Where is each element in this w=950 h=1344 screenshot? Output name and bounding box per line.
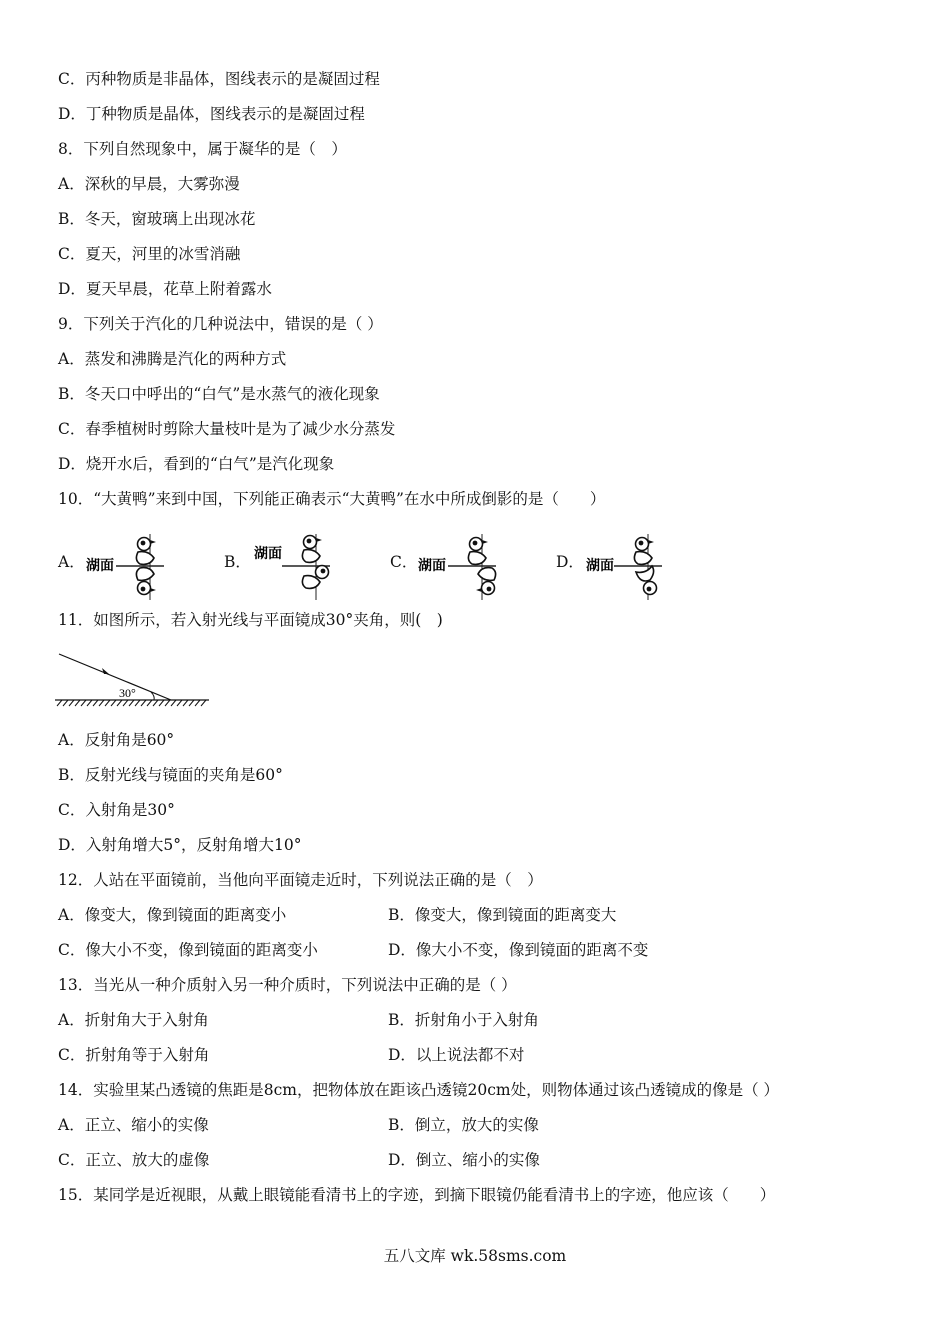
q13-option-d: D．以上说法都不对	[388, 1046, 525, 1064]
duck-reflection-figure-d	[584, 528, 694, 604]
duck-reflection-figure-a	[86, 528, 196, 604]
q9-option-a: A．蒸发和沸腾是汽化的两种方式	[58, 350, 287, 368]
q13-stem: 13．当光从一种介质射入另一种介质时，下列说法中正确的是（ ）	[58, 976, 517, 994]
q14-option-d: D．倒立、缩小的实像	[388, 1151, 540, 1169]
page-footer: 五八文库 wk.58sms.com	[383, 1247, 567, 1265]
q10-option-a-label: A．	[58, 553, 85, 571]
q9-option-b: B．冬天口中呼出的“白气”是水蒸气的液化现象	[58, 385, 380, 403]
q9-stem: 9．下列关于汽化的几种说法中，错误的是（ ）	[58, 315, 383, 333]
duck-icon	[302, 536, 322, 563]
q7-option-c: C．丙种物质是非晶体，图线表示的是凝固过程	[58, 70, 380, 88]
q13-option-a: A．折射角大于入射角	[58, 1011, 209, 1029]
lake-surface-label: 湖面	[418, 558, 446, 574]
mirror-incident-ray-figure	[55, 648, 215, 712]
duck-reflection-figure-b	[252, 528, 362, 604]
duck-icon	[634, 538, 654, 565]
q10-stem: 10．“大黄鸭”来到中国，下列能正确表示“大黄鸭”在水中所成倒影的是（ ）	[58, 490, 606, 508]
duck-reflection-figure-c	[418, 528, 528, 604]
q8-option-c: C．夏天，河里的冰雪消融	[58, 245, 241, 263]
lake-surface-label: 湖面	[86, 558, 114, 574]
duck-reflection-icon	[302, 566, 328, 589]
q11-stem: 11．如图所示，若入射光线与平面镜成30°夹角，则( )	[58, 611, 443, 629]
q7-option-d: D．丁种物质是晶体，图线表示的是凝固过程	[58, 105, 365, 123]
q12-stem: 12．人站在平面镜前，当他向平面镜走近时，下列说法正确的是（ ）	[58, 871, 543, 889]
q9-option-c: C．春季植树时剪除大量枝叶是为了减少水分蒸发	[58, 420, 396, 438]
q8-option-d: D．夏天早晨，花草上附着露水	[58, 280, 272, 298]
q11-option-c: C．入射角是30°	[58, 801, 175, 819]
q11-option-b: B．反射光线与镜面的夹角是60°	[58, 766, 283, 784]
q11-option-a: A．反射角是60°	[58, 731, 175, 749]
q9-option-d: D．烧开水后，看到的“白气”是汽化现象	[58, 455, 335, 473]
duck-icon	[468, 538, 488, 565]
duck-reflection-icon	[636, 566, 657, 595]
q12-option-a: A．像变大，像到镜面的距离变小	[58, 906, 287, 924]
angle-label: 30°	[119, 686, 136, 700]
lake-surface-label: 湖面	[254, 546, 282, 562]
q10-option-c-label: C．	[390, 553, 418, 571]
q14-stem: 14．实验里某凸透镜的焦距是8cm，把物体放在距该凸透镜20cm处，则物体通过该凸透镜成的像是（ ）	[58, 1081, 779, 1099]
q8-stem: 8．下列自然现象中，属于凝华的是（ ）	[58, 140, 347, 158]
q14-option-a: A．正立、缩小的实像	[58, 1116, 209, 1134]
q11-option-d: D．入射角增大5°，反射角增大10°	[58, 836, 302, 854]
duck-reflection-icon	[136, 568, 156, 595]
q8-option-b: B．冬天，窗玻璃上出现冰花	[58, 210, 256, 228]
q10-option-b-label: B．	[224, 553, 251, 571]
q14-option-c: C．正立、放大的虚像	[58, 1151, 210, 1169]
q15-stem: 15．某同学是近视眼，从戴上眼镜能看清书上的字迹，到摘下眼镜仍能看清书上的字迹，他应该（ ）	[58, 1186, 776, 1204]
q12-option-b: B．像变大，像到镜面的距离变大	[388, 906, 617, 924]
q12-option-d: D．像大小不变，像到镜面的距离不变	[388, 941, 649, 959]
q10-options	[58, 548, 738, 598]
q10-option-d-label: D．	[556, 553, 584, 571]
duck-reflection-icon	[476, 568, 496, 595]
q12-option-c: C．像大小不变，像到镜面的距离变小	[58, 941, 318, 959]
q13-option-b: B．折射角小于入射角	[388, 1011, 539, 1029]
q14-option-b: B．倒立，放大的实像	[388, 1116, 539, 1134]
lake-surface-label: 湖面	[586, 558, 614, 574]
duck-icon	[136, 538, 156, 565]
q8-option-a: A．深秋的早晨，大雾弥漫	[58, 175, 240, 193]
q13-option-c: C．折射角等于入射角	[58, 1046, 210, 1064]
